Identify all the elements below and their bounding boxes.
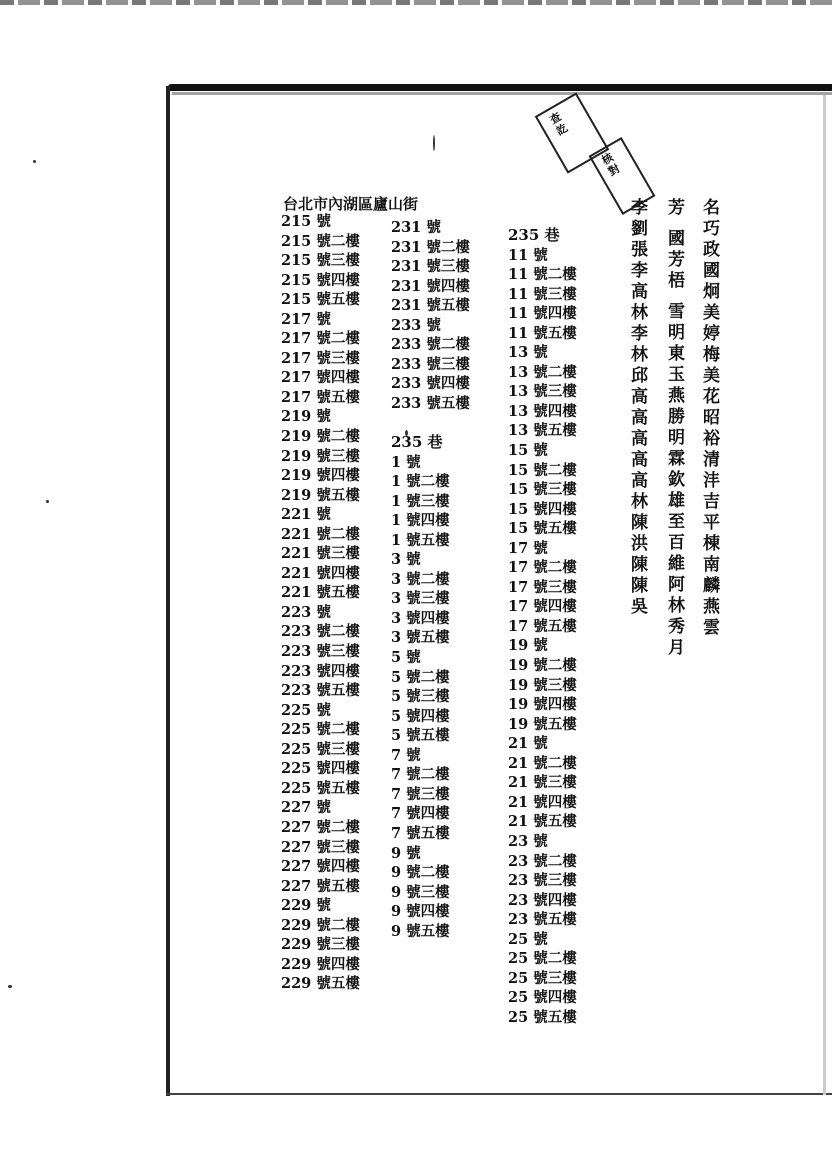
address-entry: 13 號二樓 [508,363,577,381]
address-entry: 15 號 [508,442,548,460]
address-entry: 11 號二樓 [508,266,577,284]
address-entry: 1 號四樓 [391,512,450,530]
address-entry: 15 號二樓 [508,461,577,479]
lane-label: 235 巷 [391,433,443,452]
address-entry: 221 號五樓 [281,584,360,602]
address-entry: 17 號 [508,539,548,557]
frame-right-border [823,95,826,1095]
address-column-1 [281,212,360,994]
address-entry: 25 號三樓 [508,969,577,987]
address-entry: 219 號二樓 [281,428,360,446]
address-entry: 15 號四樓 [508,500,577,518]
address-entry: 229 號五樓 [281,975,360,993]
address-entry: 5 號三樓 [391,688,450,706]
address-entry: 13 號三樓 [508,383,577,401]
address-entry: 233 號五樓 [391,394,470,412]
address-entry: 7 號 [391,746,421,764]
address-entry: 227 號四樓 [281,858,360,876]
address-entry: 233 號四樓 [391,375,470,393]
address-column-3 [508,226,577,1027]
address-entry: 1 號二樓 [391,473,450,491]
address-entry: 223 號二樓 [281,623,360,641]
address-entry: 23 號二樓 [508,852,577,870]
address-entry: 21 號五樓 [508,813,577,831]
address-entry: 225 號二樓 [281,721,360,739]
address-entry: 11 號三樓 [508,285,577,303]
address-entry: 229 號 [281,897,331,915]
address-entry: 229 號二樓 [281,916,360,934]
address-entry: 233 號三樓 [391,355,470,373]
address-entry: 11 號 [508,246,548,264]
address-entry: 221 號二樓 [281,525,360,543]
address-entry: 225 號四樓 [281,760,360,778]
address-entry: 219 號三樓 [281,447,360,465]
frame-left-border [166,86,170,1096]
address-entry: 215 號 [281,213,331,230]
address-entry: 229 號四樓 [281,955,360,973]
address-entry: 23 號五樓 [508,911,577,929]
address-entry: 7 號三樓 [391,785,450,803]
address-entry: 223 號 [281,603,331,621]
address-entry: 5 號二樓 [391,668,450,686]
address-entry: 225 號三樓 [281,740,360,758]
address-entry: 217 號四樓 [281,369,360,387]
address-column-2 [391,218,470,941]
address-entry: 23 號四樓 [508,891,577,909]
address-entry: 21 號二樓 [508,754,577,772]
address-entry: 227 號五樓 [281,877,360,895]
address-entry: 7 號二樓 [391,766,450,784]
scan-speck [33,160,36,163]
resident-name-column: 芳 國芳梧 雪明東玉燕勝明霖欽雄至百維阿林秀月 [664,198,684,659]
address-entry: 17 號三樓 [508,578,577,596]
address-entry: 9 號 [391,844,421,862]
address-entry: 21 號 [508,735,548,753]
approval-stamp-text: 查訖 [546,110,571,140]
frame-top-border [168,84,832,91]
address-entry: 215 號三樓 [281,252,360,270]
address-entry: 221 號 [281,506,331,524]
resident-name-column: 李劉張李高林李林邱高高高高高林陳洪陳陳吳 [627,198,647,618]
address-entry: 231 號五樓 [391,297,470,315]
address-entry: 1 號三樓 [391,492,450,510]
address-entry: 215 號二樓 [281,232,360,250]
address-entry: 13 號 [508,344,548,362]
address-entry: 9 號二樓 [391,864,450,882]
address-entry: 219 號 [281,408,331,426]
scan-speck [433,135,435,151]
address-entry: 3 號三樓 [391,590,450,608]
address-entry: 21 號四樓 [508,793,577,811]
address-entry: 25 號四樓 [508,989,577,1007]
address-entry: 219 號五樓 [281,486,360,504]
frame-bottom-border [166,1093,832,1095]
address-entry: 221 號三樓 [281,545,360,563]
frame-top-shadow [172,92,832,95]
address-entry: 19 號五樓 [508,715,577,733]
address-entry: 219 號四樓 [281,467,360,485]
address-entry: 233 號二樓 [391,336,470,354]
scan-top-edge [0,0,832,5]
address-entry: 13 號五樓 [508,422,577,440]
address-entry: 223 號五樓 [281,682,360,700]
address-entry: 13 號四樓 [508,402,577,420]
address-entry: 3 號 [391,551,421,569]
address-entry: 227 號三樓 [281,838,360,856]
address-entry: 15 號三樓 [508,481,577,499]
address-entry: 17 號五樓 [508,617,577,635]
address-entry: 19 號二樓 [508,657,577,675]
address-entry: 25 號二樓 [508,950,577,968]
address-entry: 223 號三樓 [281,643,360,661]
address-entry: 231 號 [391,219,441,236]
address-entry: 5 號五樓 [391,727,450,745]
address-entry: 229 號三樓 [281,936,360,954]
address-entry: 11 號四樓 [508,305,577,323]
address-entry: 3 號五樓 [391,629,450,647]
address-entry: 3 號四樓 [391,609,450,627]
address-entry: 19 號三樓 [508,676,577,694]
address-entry: 19 號四樓 [508,696,577,714]
address-entry: 25 號五樓 [508,1008,577,1026]
address-entry: 231 號三樓 [391,258,470,276]
scan-speck [8,985,12,988]
blank-line [391,413,470,433]
address-entry: 3 號二樓 [391,570,450,588]
address-entry: 217 號 [281,310,331,328]
address-entry: 217 號二樓 [281,330,360,348]
lane-label: 235 巷 [508,226,560,244]
address-entry: 25 號 [508,930,548,948]
address-entry: 19 號 [508,637,548,655]
address-entry: 233 號 [391,316,441,334]
address-entry: 227 號二樓 [281,818,360,836]
address-entry: 223 號四樓 [281,662,360,680]
address-entry: 23 號三樓 [508,872,577,890]
address-entry: 215 號四樓 [281,271,360,289]
address-entry: 231 號四樓 [391,277,470,295]
address-entry: 1 號 [391,453,421,471]
address-entry: 227 號 [281,799,331,817]
address-entry: 9 號四樓 [391,903,450,921]
address-entry: 7 號四樓 [391,805,450,823]
address-entry: 5 號 [391,649,421,667]
address-entry: 11 號五樓 [508,324,577,342]
address-entry: 17 號二樓 [508,559,577,577]
address-entry: 225 號五樓 [281,779,360,797]
address-entry: 9 號五樓 [391,922,450,940]
address-entry: 15 號五樓 [508,520,577,538]
resident-name-column: 名巧政國炯美婷梅美花昭裕清沣吉平棟南麟燕雲 [699,198,719,639]
address-entry: 217 號五樓 [281,388,360,406]
address-entry: 1 號五樓 [391,531,450,549]
address-entry: 21 號三樓 [508,774,577,792]
scan-speck [46,500,49,503]
address-entry: 225 號 [281,701,331,719]
address-entry: 5 號四樓 [391,707,450,725]
verification-stamp-text: 核對 [598,150,623,180]
address-heading: 台北市內湖區廬山街 [283,195,419,213]
address-entry: 215 號五樓 [281,291,360,309]
address-entry: 9 號三樓 [391,883,450,901]
address-entry: 217 號三樓 [281,349,360,367]
address-entry: 7 號五樓 [391,824,450,842]
address-entry: 23 號 [508,832,548,850]
address-entry: 231 號二樓 [391,238,470,256]
address-entry: 221 號四樓 [281,564,360,582]
address-entry: 17 號四樓 [508,598,577,616]
